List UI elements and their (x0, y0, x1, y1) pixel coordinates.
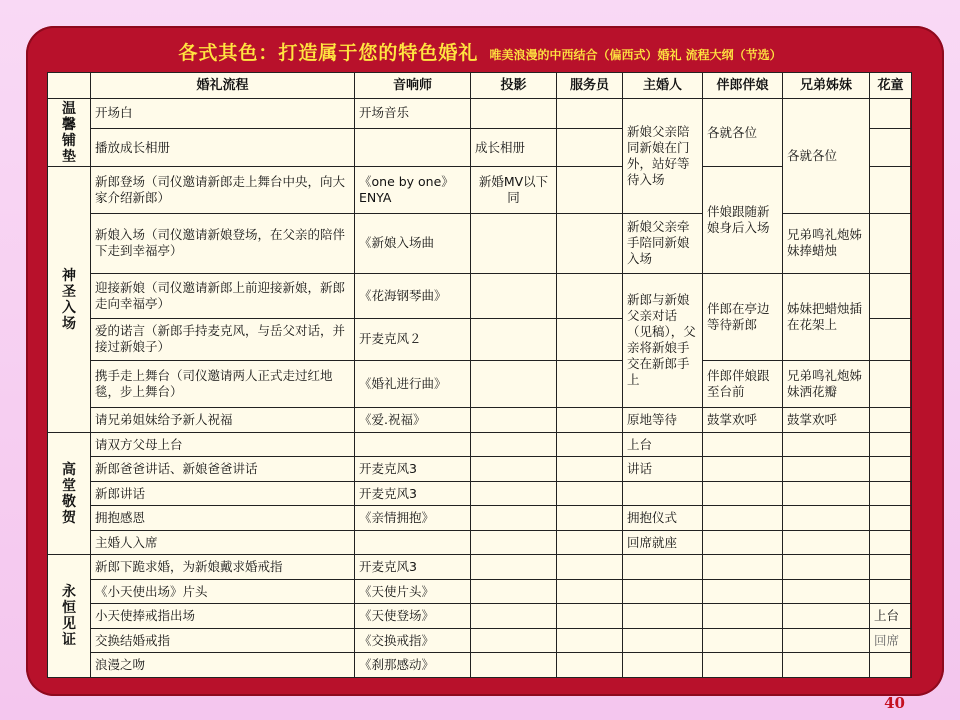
flower-cell (870, 167, 912, 214)
flow-cell: 新娘入场（司仪邀请新娘登场，在父亲的陪伴下走到幸福亭） (91, 214, 355, 273)
sound-cell: 开麦克风3 (355, 481, 471, 506)
flow-cell: 新郎讲话 (91, 481, 355, 506)
wedding-party-cell (703, 432, 783, 457)
stage-warmup: 温 馨 铺 垫 (48, 99, 91, 167)
flow-cell: 新郎下跪求婚，为新娘戴求婚戒指 (91, 555, 355, 580)
wedding-party-cell (703, 506, 783, 531)
officiant-cell: 回席就座 (623, 530, 703, 555)
flower-cell (870, 273, 912, 318)
projection-cell (471, 628, 557, 653)
header-siblings: 兄弟姊妹 (783, 73, 870, 99)
officiant-cell (623, 555, 703, 580)
siblings-cell (783, 530, 870, 555)
flow-cell: 浪漫之吻 (91, 653, 355, 678)
flower-cell (870, 361, 912, 408)
officiant-cell: 讲话 (623, 457, 703, 482)
page-number: 40 (884, 694, 905, 712)
flow-cell: 携手走上舞台（司仪邀请两人正式走过红地毯，步上舞台） (91, 361, 355, 408)
header-waiter: 服务员 (557, 73, 623, 99)
officiant-cell (623, 653, 703, 678)
sound-cell (355, 530, 471, 555)
projection-cell (471, 432, 557, 457)
sound-cell: 《天使登场》 (355, 604, 471, 629)
officiant-cell: 新郎与新娘父亲对话（见稿），父亲将新娘手交在新郎手上 (623, 273, 703, 408)
flower-cell (870, 214, 912, 273)
flow-cell: 请双方父母上台 (91, 432, 355, 457)
waiter-cell (557, 128, 623, 167)
wedding-party-cell: 伴郎伴娘跟至台前 (703, 361, 783, 408)
wedding-party-cell: 伴郎在亭边等待新郎 (703, 273, 783, 361)
waiter-cell (557, 99, 623, 129)
officiant-cell: 上台 (623, 432, 703, 457)
waiter-cell (557, 604, 623, 629)
flow-cell: 开场白 (91, 99, 355, 129)
siblings-cell: 各就各位 (783, 99, 870, 214)
wedding-party-cell (703, 457, 783, 482)
projection-cell (471, 457, 557, 482)
siblings-cell (783, 579, 870, 604)
officiant-cell (623, 604, 703, 629)
flow-cell: 迎接新娘（司仪邀请新郎上前迎接新娘，新郎走向幸福亭） (91, 273, 355, 318)
stage-vows: 永 恒 见 证 (48, 555, 91, 678)
siblings-cell (783, 481, 870, 506)
sound-cell: 《新娘入场曲 (355, 214, 471, 273)
table-row (48, 432, 912, 457)
waiter-cell (557, 457, 623, 482)
sound-cell: 《one by one》ENYA (355, 167, 471, 214)
projection-cell (471, 214, 557, 273)
wedding-party-cell (703, 653, 783, 678)
siblings-cell (783, 653, 870, 678)
siblings-cell (783, 506, 870, 531)
waiter-cell (557, 530, 623, 555)
flow-cell: 主婚人入席 (91, 530, 355, 555)
table-row (48, 530, 912, 555)
flower-cell (870, 457, 912, 482)
officiant-cell: 原地等待 (623, 408, 703, 433)
header-flower-child: 花童 (870, 73, 912, 99)
stage-parents: 高 堂 敬 贺 (48, 432, 91, 555)
header-projection: 投影 (471, 73, 557, 99)
projection-cell (471, 506, 557, 531)
siblings-cell (783, 432, 870, 457)
siblings-cell: 姊妹把蜡烛插在花架上 (783, 273, 870, 361)
projection-cell (471, 318, 557, 361)
projection-cell (471, 653, 557, 678)
flower-cell (870, 408, 912, 433)
table-row (48, 579, 912, 604)
table-row (48, 273, 912, 318)
projection-cell (471, 530, 557, 555)
sound-cell: 开麦克风3 (355, 555, 471, 580)
flower-cell (870, 432, 912, 457)
waiter-cell (557, 432, 623, 457)
waiter-cell (557, 361, 623, 408)
flow-cell: 新郎爸爸讲话、新娘爸爸讲话 (91, 457, 355, 482)
sound-cell: 《花海钢琴曲》 (355, 273, 471, 318)
wedding-party-cell (703, 555, 783, 580)
table-row (48, 653, 912, 678)
waiter-cell (557, 579, 623, 604)
sound-cell: 《交换戒指》 (355, 628, 471, 653)
flower-cell: 上台 (870, 604, 912, 629)
wedding-party-cell (703, 579, 783, 604)
header-stage (48, 73, 91, 99)
table-row (48, 604, 912, 629)
siblings-cell (783, 628, 870, 653)
waiter-cell (557, 653, 623, 678)
flower-cell (870, 506, 912, 531)
projection-cell: 新婚MV以下同 (471, 167, 557, 214)
flow-cell: 爱的诺言（新郎手持麦克风，与岳父对话，并接过新娘子） (91, 318, 355, 361)
sound-cell: 开麦克风２ (355, 318, 471, 361)
projection-cell (471, 361, 557, 408)
waiter-cell (557, 318, 623, 361)
wedding-party-cell: 鼓掌欢呼 (703, 408, 783, 433)
siblings-cell: 兄弟鸣礼炮姊妹捧蜡烛 (783, 214, 870, 273)
flower-cell (870, 653, 912, 678)
table-row (48, 361, 912, 408)
sound-cell (355, 432, 471, 457)
projection-cell (471, 579, 557, 604)
projection-cell (471, 99, 557, 129)
wedding-flow-table (47, 72, 912, 678)
waiter-cell (557, 408, 623, 433)
waiter-cell (557, 506, 623, 531)
siblings-cell (783, 457, 870, 482)
projection-cell (471, 555, 557, 580)
wedding-party-cell: 各就各位 (703, 99, 783, 167)
officiant-cell: 新娘父亲陪同新娘在门外，站好等待入场 (623, 99, 703, 214)
title-sub: 唯美浪漫的中西结合（偏西式）婚礼 流程大纲（节选） (489, 48, 782, 62)
flower-cell (870, 555, 912, 580)
wedding-party-cell (703, 604, 783, 629)
flower-cell (870, 318, 912, 361)
wedding-party-cell: 伴娘跟随新娘身后入场 (703, 167, 783, 273)
header-row (48, 73, 912, 99)
sound-cell (355, 128, 471, 167)
waiter-cell (557, 273, 623, 318)
officiant-cell (623, 579, 703, 604)
wedding-party-cell (703, 530, 783, 555)
flower-cell (870, 530, 912, 555)
flow-cell: 新郎登场（司仪邀请新郎走上舞台中央，向大家介绍新郎） (91, 167, 355, 214)
waiter-cell (557, 481, 623, 506)
flower-cell (870, 99, 912, 129)
sound-cell: 开麦克风3 (355, 457, 471, 482)
wedding-party-cell (703, 481, 783, 506)
table-row (48, 628, 912, 653)
siblings-cell: 兄弟鸣礼炮姊妹洒花瓣 (783, 361, 870, 408)
header-officiant: 主婚人 (623, 73, 703, 99)
header-sound: 音响师 (355, 73, 471, 99)
table-row (48, 214, 912, 273)
flower-cell (870, 481, 912, 506)
flow-cell: 播放成长相册 (91, 128, 355, 167)
flow-cell: 请兄弟姐妹给予新人祝福 (91, 408, 355, 433)
table-row (48, 506, 912, 531)
stage-entrance: 神 圣 入 场 (48, 167, 91, 432)
projection-cell (471, 481, 557, 506)
table-row (48, 481, 912, 506)
table-row (48, 167, 912, 214)
officiant-cell: 拥抱仪式 (623, 506, 703, 531)
projection-cell (471, 408, 557, 433)
waiter-cell (557, 167, 623, 214)
flow-cell: 交换结婚戒指 (91, 628, 355, 653)
header-wedding-party: 伴郎伴娘 (703, 73, 783, 99)
siblings-cell (783, 604, 870, 629)
waiter-cell (557, 628, 623, 653)
header-flow: 婚礼流程 (91, 73, 355, 99)
flow-cell: 《小天使出场》片头 (91, 579, 355, 604)
officiant-cell (623, 481, 703, 506)
flow-cell: 拥抱感恩 (91, 506, 355, 531)
slide-title (0, 38, 960, 65)
sound-cell: 《爱.祝福》 (355, 408, 471, 433)
title-main: 各式其色：打造属于您的特色婚礼 (178, 42, 479, 64)
sound-cell: 《刹那感动》 (355, 653, 471, 678)
table-row (48, 408, 912, 433)
officiant-cell: 新娘父亲牵手陪同新娘入场 (623, 214, 703, 273)
table-row (48, 99, 912, 129)
projection-cell (471, 273, 557, 318)
sound-cell: 《婚礼进行曲》 (355, 361, 471, 408)
sound-cell: 《亲情拥抱》 (355, 506, 471, 531)
wedding-party-cell (703, 628, 783, 653)
flower-cell (870, 579, 912, 604)
projection-cell: 成长相册 (471, 128, 557, 167)
flower-cell (870, 128, 912, 167)
sound-cell: 开场音乐 (355, 99, 471, 129)
siblings-cell (783, 555, 870, 580)
siblings-cell: 鼓掌欢呼 (783, 408, 870, 433)
waiter-cell (557, 555, 623, 580)
flow-cell: 小天使捧戒指出场 (91, 604, 355, 629)
waiter-cell (557, 214, 623, 273)
projection-cell (471, 604, 557, 629)
officiant-cell (623, 628, 703, 653)
flower-cell: 回席 (870, 628, 912, 653)
table-row (48, 555, 912, 580)
table-row (48, 457, 912, 482)
sound-cell: 《天使片头》 (355, 579, 471, 604)
